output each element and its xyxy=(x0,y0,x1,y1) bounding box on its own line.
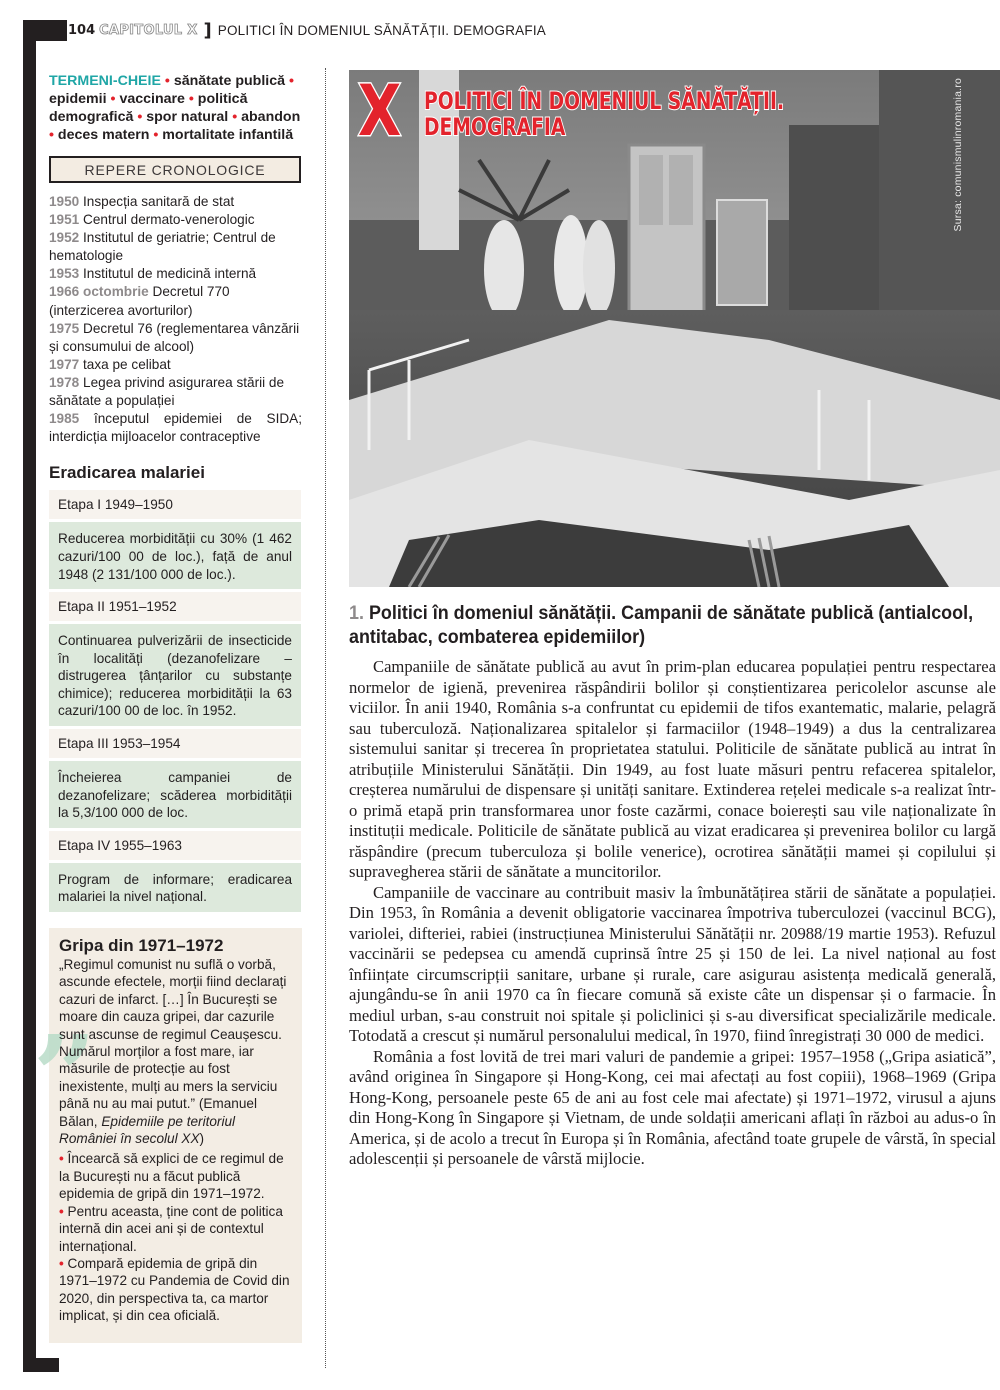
keyterm: sănătate publică xyxy=(173,73,285,89)
flu-quote-text: „Regimul comunist nu suflă o vorbă, ascunde efectele, morții fiind declarați cazuri de infarct. […] În București se moare din cauza gripei, dar cazurile sunt ascunse de regimul Ceaușescu. Numărul morților a fost mare, iar măsurile de protecție au fost inexistente, mulți au mers la serviciu până nu au mai putut.” xyxy=(59,957,287,1112)
keyterm: deces matern xyxy=(57,127,150,143)
flu-source-end: ) xyxy=(199,1131,205,1147)
malaria-stage-text: Încheierea campaniei de dezanofelizare; scăderea morbidității la 5,3/100 000 de loc. xyxy=(49,761,301,828)
page-number: 104 xyxy=(68,23,96,38)
chronology-entry xyxy=(49,320,302,356)
chapter-title-line1: POLITICI ÎN DOMENIUL SĂNĂTĂȚII. xyxy=(424,87,785,115)
page-bracket-bottom xyxy=(23,1358,59,1372)
photo-door-panel xyxy=(639,155,663,225)
flu-source-title: Epidemiile pe teritoriul României în secolul XX xyxy=(59,1113,236,1147)
flu-question-text: Încearcă să explici de ce regimul de la București nu a făcut publică epidemia de gripă din 1971–1972. xyxy=(59,1151,284,1202)
column-divider xyxy=(325,68,326,1368)
bullet-icon: • xyxy=(164,73,170,89)
keyterm: vaccinare xyxy=(119,91,185,107)
photo-nurse xyxy=(554,215,588,315)
chapter-title xyxy=(424,88,784,140)
chronology-entry xyxy=(49,283,302,319)
running-header xyxy=(68,20,546,41)
chapter-number-x: X xyxy=(358,70,400,152)
chronology-entry xyxy=(49,374,302,410)
keyterm: abandon xyxy=(241,109,301,125)
header-title: POLITICI ÎN DOMENIUL SĂNĂTĂȚII. DEMOGRAFIA xyxy=(217,23,546,38)
chronology-entry xyxy=(49,265,302,283)
bullet-icon: • xyxy=(59,1151,64,1167)
chronology-list xyxy=(49,193,302,446)
photo-nurse xyxy=(583,220,615,316)
section-title xyxy=(349,601,993,649)
left-sidebar xyxy=(49,72,302,915)
page-bracket-top xyxy=(23,20,67,41)
photo-nurse xyxy=(484,220,524,320)
section-title-text: Politici în domeniul sănătății. Campanii de sănătate publică (antialcool, antitabac, combaterea epidemiilor) xyxy=(349,602,974,648)
malaria-stages xyxy=(49,490,301,912)
chronology-text: Institutul de medicină internă xyxy=(83,266,257,282)
malaria-stage-label: Etapa II 1951–1952 xyxy=(49,592,301,621)
page-bracket-left xyxy=(23,20,36,1372)
article-paragraph: Campaniile de vaccinare au contribuit masiv la îmbunătățirea stării de sănătate a populației. Din 1953, în România a devenit obligatorie vaccinarea împotriva tuberculozei (vaccinul BCG), variolei, difteriei, rabiei (instrucțiunea Ministerului Sănătății nr. 20988/19 martie 1953). Refuzul vaccinării se pedepsea cu amendă cuprinsă între 25 și 150 de lei. La nivel național au fost înființate circumscripții sanitare, urbane și rurale, care asigurau asistența medicală generală, ajungându-se în anii 1970 ca în fiecare comună să existe câte un dispensar și o farmacie. În mediul urban, s-au construit noi spitale și policlinici și s-au diversificat specializările medicale. Totodată a crescut și numărul personalului medical, în 1970, fiind înregistrați 30 000 de medici. xyxy=(349,882,996,1045)
malaria-title: Eradicarea malariei xyxy=(49,463,205,483)
bullet-icon: • xyxy=(232,109,238,125)
chronology-entry xyxy=(49,229,302,265)
article-paragraph: România a fost lovită de trei mari valuri de pandemie a gripei: 1957–1958 („Gripa asiatică”, având originea în Singapore și Hong-Kong, cei mai afectați au fost copiii), 1968–1969 (Gripa Hong-Kong, persoanele peste 65 de ani au fost cele mai afectate) și 1971–1972, virusul a ajuns din Hong-Kong în Singapore și Vietnam, de unde soldații americani aflați în război au adus-o în America, și de acolo a trecut în Europa și în România, afectând toate grupele de vârstă, în special adolescenții și persoanele de vârstă mijlocie. xyxy=(349,1046,996,1168)
flu-questions xyxy=(59,1150,293,1324)
article-body xyxy=(349,657,996,1170)
malaria-stage-text: Program de informare; eradicarea malariei la nivel național. xyxy=(49,863,301,912)
bullet-icon: • xyxy=(137,109,143,125)
flu-quote xyxy=(59,956,293,1147)
chronology-year: 1966 octombrie xyxy=(49,284,149,300)
bullet-icon: • xyxy=(153,127,159,143)
flu-question xyxy=(59,1203,293,1255)
section-number: 1. xyxy=(349,602,364,624)
chronology-text: taxa pe celibat xyxy=(83,356,171,372)
malaria-stage-label: Etapa I 1949–1950 xyxy=(49,490,301,519)
flu-question xyxy=(59,1255,293,1325)
hospital-ward-photo xyxy=(349,70,1000,587)
bullet-icon: • xyxy=(288,73,294,89)
keyterm: epidemii xyxy=(49,91,107,107)
chronology-text: începutul epidemiei de SIDA; interdicția mijloacelor contraceptive xyxy=(49,411,303,445)
bullet-icon: • xyxy=(188,91,194,107)
flu-question-text: Compară epidemia de gripă din 1971–1972 cu Pandemia de Covid din 2020, din perspectiva ta, ca martor implicat, și din cea oficială. xyxy=(59,1255,290,1324)
malaria-stage-text: Continuarea pulverizării de insecticide în localități (dezanofelizare – distrugerea țânțarilor cu substanțe chimice); reducerea morbidității la 63 cazuri/100 00 de loc. în 1952. xyxy=(49,624,301,726)
photo-door-panel xyxy=(669,155,693,225)
keyterms-label: TERMENI-CHEIE xyxy=(49,73,161,89)
photo-scene xyxy=(349,70,1000,587)
keyterm: mortalitate infantilă xyxy=(162,127,294,143)
bullet-icon: • xyxy=(59,1203,64,1219)
flu-source-author: (Emanuel Bălan, xyxy=(59,1096,257,1129)
chapter-title-line2: DEMOGRAFIA xyxy=(424,113,566,141)
chronology-heading: REPERE CRONOLOGICE xyxy=(49,156,301,183)
keyterms xyxy=(49,72,302,144)
malaria-stage-label: Etapa III 1953–1954 xyxy=(49,729,301,758)
article xyxy=(349,601,996,1170)
chronology-year: 1978 xyxy=(49,374,80,390)
chronology-entry xyxy=(49,211,302,229)
chronology-text: Inspecția sanitară de stat xyxy=(83,194,235,209)
flu-title: Gripa din 1971–1972 xyxy=(59,936,224,955)
chronology-year: 1951 xyxy=(49,212,80,228)
chronology-year: 1985 xyxy=(49,411,80,427)
chronology-entry xyxy=(49,410,302,446)
chronology-year: 1977 xyxy=(49,356,80,372)
chronology-year: 1975 xyxy=(49,320,80,336)
quote-mark-icon: „ xyxy=(35,948,99,1077)
flu-box xyxy=(35,928,302,1343)
chronology-year: 1953 xyxy=(49,266,80,282)
chronology-text: Decretul 76 (reglementarea vânzării și consumului de alcool) xyxy=(49,320,300,354)
photo-credit: Sursa: comunismulinromania.ro xyxy=(952,78,964,232)
chronology-entry xyxy=(49,356,302,374)
chronology-text: Legea privind asigurarea stării de sănătate a populației xyxy=(49,374,285,409)
chronology-year: 1950 xyxy=(49,194,80,209)
header-bracket: ] xyxy=(203,19,212,41)
chronology-text: Institutul de geriatrie; Centrul de hematologie xyxy=(49,230,276,264)
chronology-year: 1952 xyxy=(49,230,80,246)
chronology-text: Decretul 770 (interzicerea avorturilor) xyxy=(49,284,230,318)
article-paragraph: Campaniile de sănătate publică au avut în prim-plan educarea populației pentru respectarea normelor de igienă, prevenirea răspândirii bolilor și conștientizarea pericolelor ascunse ale viciilor. În anii 1940, România s-a confruntat cu epidemii de tifos exantematic, malarie, pelagră sau tuberculoză. Naționalizarea spitalelor și farmaciilor (1948–1949) a dus la centralizarea sistemului sanitar și trecerea în proprietatea statului. Politicile de sănătate publică au intrat în atribuțiile Ministerului Sănătății. Din 1949, au fost luate măsuri pentru refacerea spitalelor, creșterea numărului de dispensare și unități sanitare. Extinderea rețelei medicale s-a realizat într-o primă etapă prin transformarea unor foste cazărmi, conace boierești sau vile naționalizate în instituții medicale. Politicile de sănătate publică au vizat eradicarea și prevenirea bolilor cu largă răspândire (precum tuberculoza și bolile venerice), ocrotirea sănătății mamei și copilului și supravegherea stării de sănătate a muncitorilor. xyxy=(349,657,996,881)
flu-question xyxy=(59,1150,293,1202)
malaria-stage-text: Reducerea morbidității cu 30% (1 462 cazuri/100 00 de loc.), față de anul 1948 (2 131/100 000 de loc.). xyxy=(49,522,301,589)
chapter-label: CAPITOLUL X xyxy=(99,23,198,38)
keyterm: spor natural xyxy=(146,109,229,125)
bullet-icon: • xyxy=(59,1255,64,1271)
chronology-text: Centrul dermato-venerologic xyxy=(83,212,255,228)
bullet-icon: • xyxy=(110,91,116,107)
keyterm: politică demografică xyxy=(49,91,248,125)
malaria-stage-label: Etapa IV 1955–1963 xyxy=(49,831,301,860)
photo-cabinet xyxy=(717,200,767,305)
flu-question-text: Pentru aceasta, ține cont de politica internă din acei ani și de contextul internațional. xyxy=(59,1203,283,1254)
chronology-entry xyxy=(49,193,302,211)
bullet-icon: • xyxy=(49,127,54,143)
